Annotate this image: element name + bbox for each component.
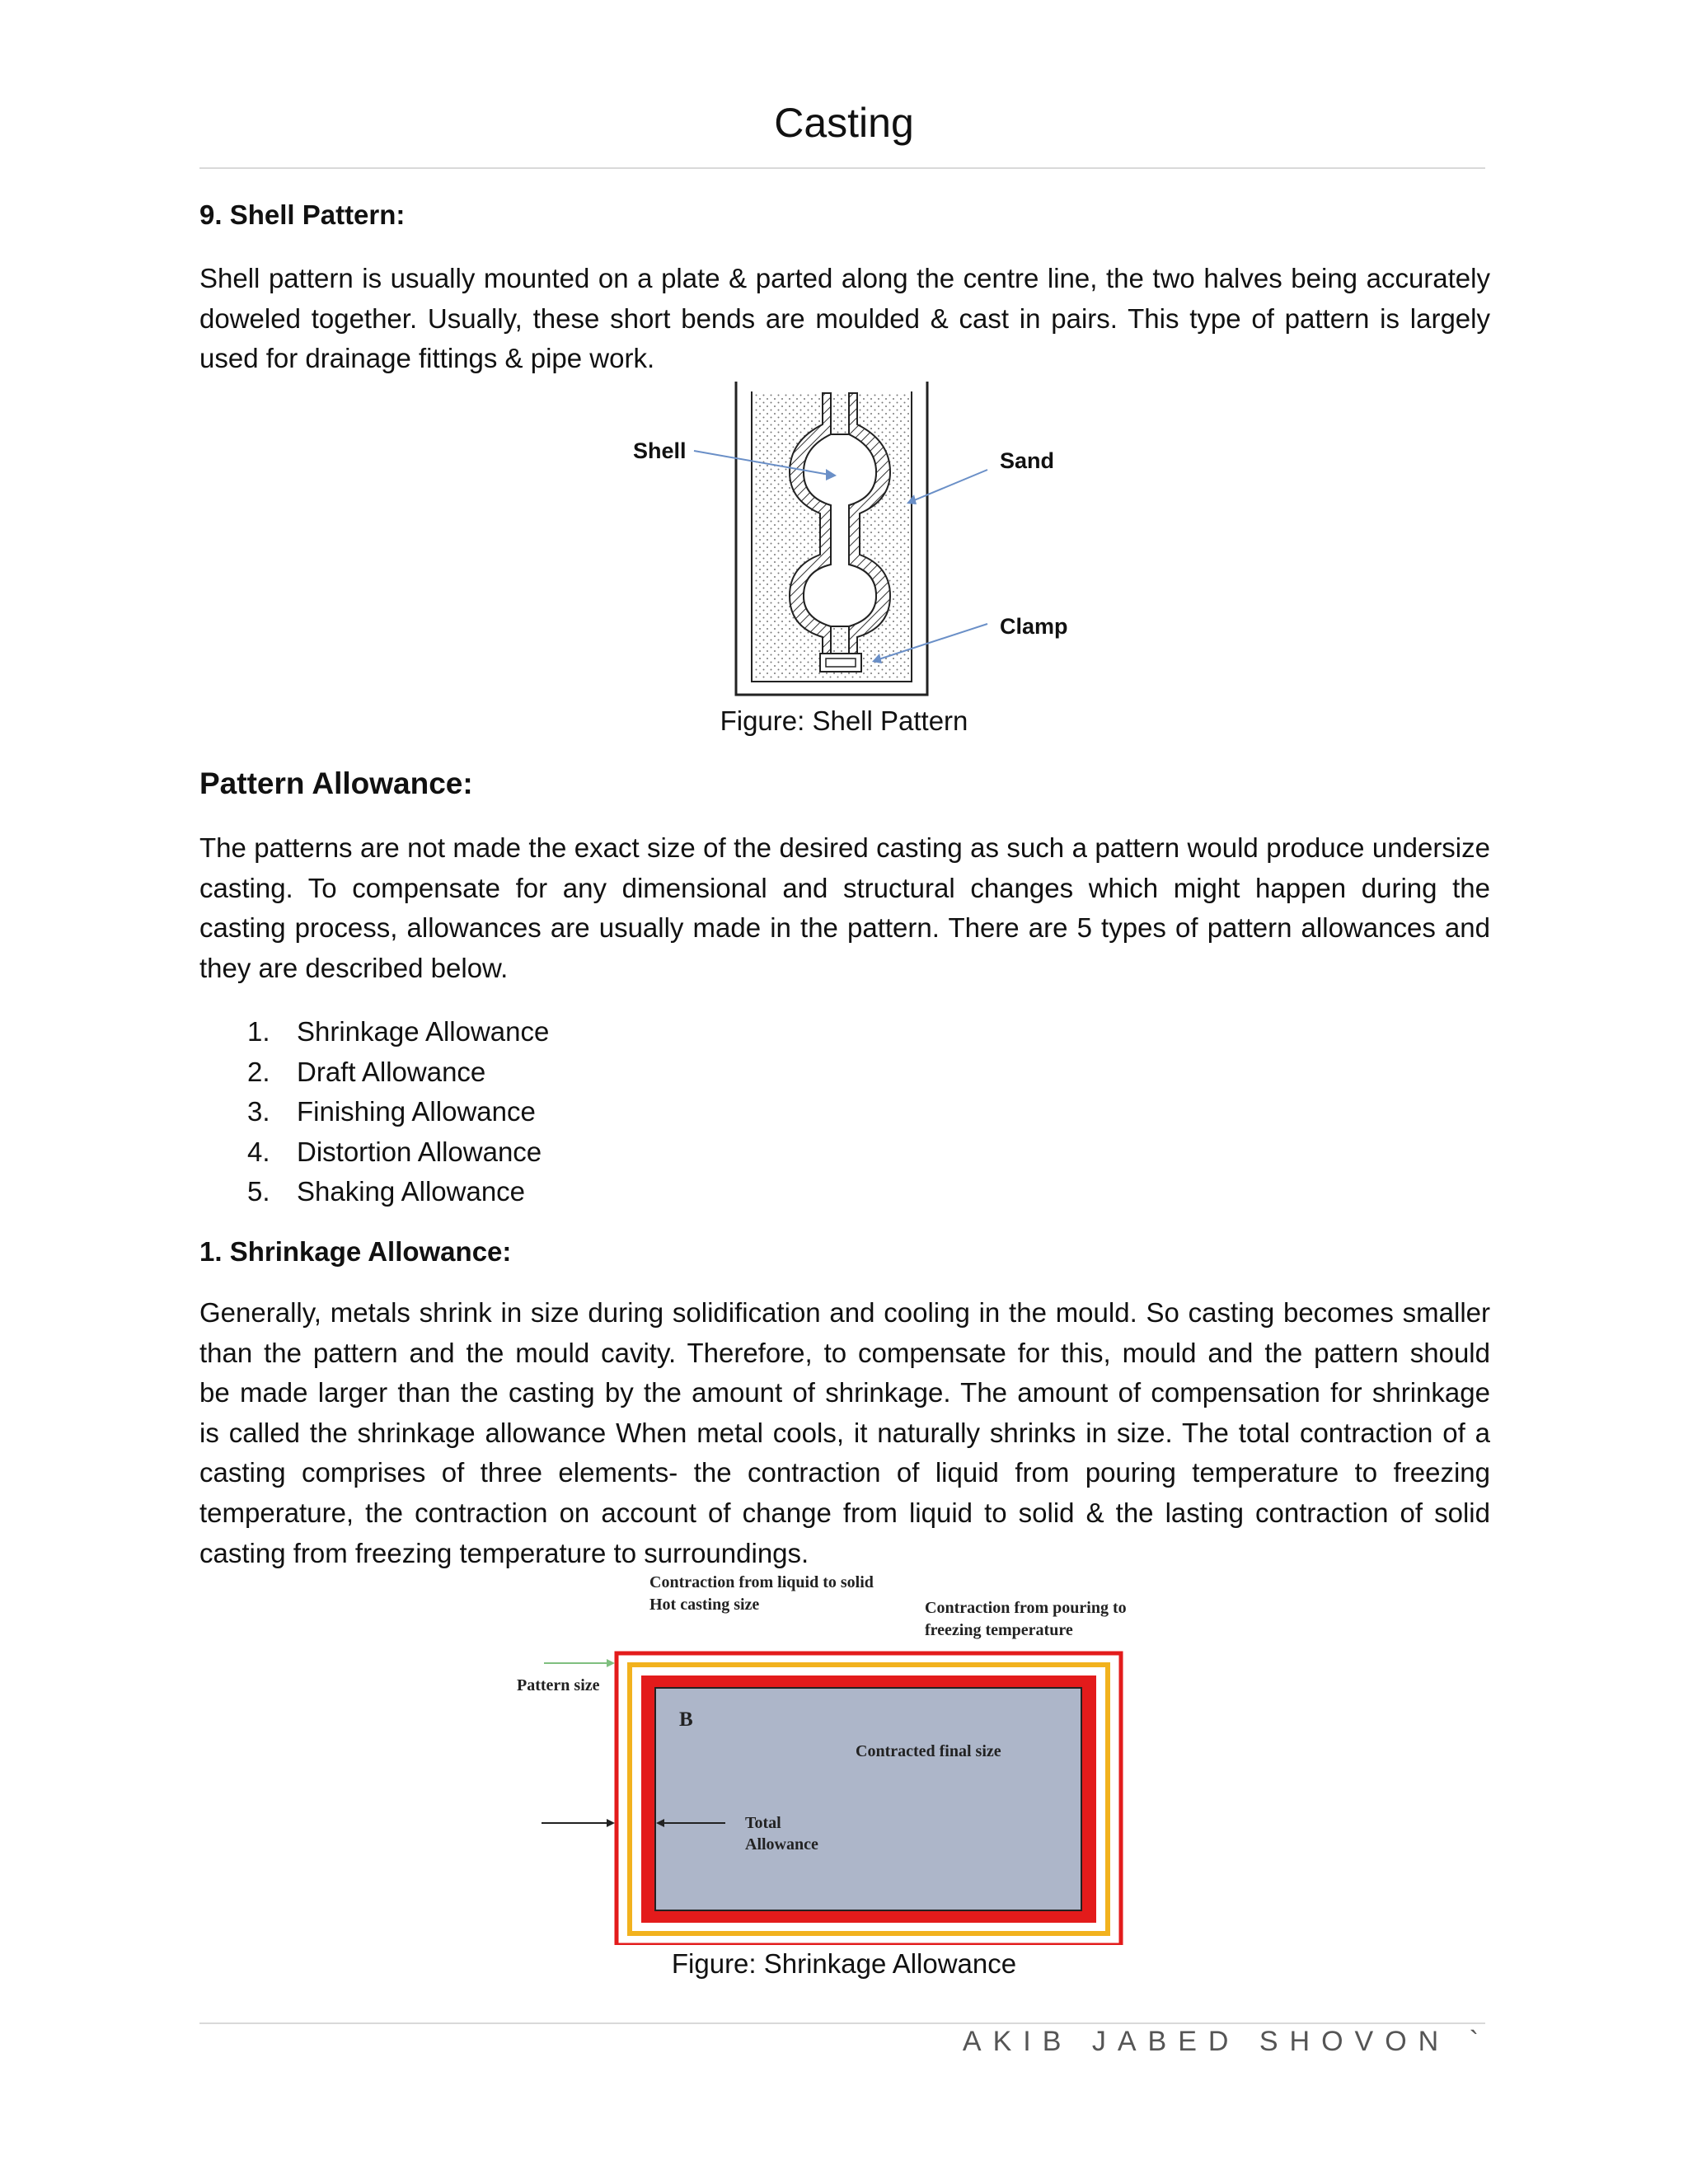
list-item: 2. Draft Allowance <box>247 1056 486 1087</box>
paragraph-line: casting process, allowances are usually made in the pattern. There are 5 types of pattern allowances and <box>199 912 1490 944</box>
shell-pattern-figure <box>610 375 1104 705</box>
footer-author: AKIB JABED SHOVON ` <box>962 2026 1490 2057</box>
paragraph-line: Generally, metals shrink in size during solidification and cooling in the mould. So casting becomes smaller <box>199 1297 1490 1328</box>
pattern-allowance-paragraph <box>199 828 1490 988</box>
shrinkage-allowance-figure <box>495 1566 1170 1945</box>
pattern-allowance-heading: Pattern Allowance: <box>199 766 473 800</box>
paragraph-line: casting comprises of three elements- the contraction of liquid from pouring temperature to freezing <box>199 1457 1490 1488</box>
footer-divider <box>199 2022 1485 2024</box>
liquid-solid-label: Contraction from liquid to solid <box>649 1573 874 1591</box>
pattern-size-arrowhead <box>607 1659 615 1667</box>
paragraph-line: is called the shrinkage allowance When metal cools, it naturally shrinks in size. The total contraction of a <box>199 1417 1490 1448</box>
total-label-line2: Allowance <box>745 1835 818 1854</box>
total-label-line1: Total <box>745 1814 781 1832</box>
b-label: B <box>679 1708 693 1731</box>
list-item: 3. Finishing Allowance <box>247 1096 536 1127</box>
shrinkage-allowance-paragraph <box>199 1293 1490 1573</box>
allowance-types-list <box>247 1012 549 1212</box>
list-item: 5. Shaking Allowance <box>247 1176 526 1207</box>
outer-arrowhead <box>607 1819 615 1827</box>
pouring-label-line2: freezing temperature <box>925 1621 1073 1639</box>
sand-leader-line <box>908 470 987 503</box>
paragraph-line: casting from freezing temperature to surroundings. <box>199 1537 809 1568</box>
paragraph-line: doweled together. Usually, these short bends are moulded & cast in pairs. This type of pattern is largely <box>199 302 1490 334</box>
shell-pattern-paragraph <box>199 259 1490 379</box>
paragraph-line: than the pattern and the mould cavity. Therefore, to compensate for this, mould and the pattern should <box>199 1337 1490 1368</box>
shell-pattern-heading: 9. Shell Pattern: <box>199 199 406 230</box>
final-size-label: Contracted final size <box>856 1742 1001 1760</box>
shell-figure-caption: Figure: Shell Pattern <box>720 705 968 736</box>
clamp-label: Clamp <box>1000 614 1068 639</box>
sand-label: Sand <box>1000 448 1055 473</box>
paragraph-line: temperature, the contraction on account of change from liquid to solid & the lasting contraction of solid <box>199 1497 1490 1528</box>
shrinkage-figure-caption: Figure: Shrinkage Allowance <box>671 1948 1017 1979</box>
clamp-inner <box>826 658 856 667</box>
shell-label: Shell <box>633 438 687 463</box>
list-item: 4. Distortion Allowance <box>247 1136 542 1167</box>
paragraph-line: be made larger than the casting by the amount of shrinkage. The amount of compensation for shrinkage <box>199 1377 1490 1408</box>
shrinkage-allowance-heading: 1. Shrinkage Allowance: <box>199 1236 512 1267</box>
pattern-size-label: Pattern size <box>517 1676 600 1694</box>
pouring-label-line1: Contraction from pouring to <box>925 1599 1127 1617</box>
contracted-final-rect <box>655 1688 1081 1910</box>
paragraph-line: casting. To compensate for any dimensional and structural changes which might happen during the <box>199 872 1490 903</box>
list-item: 1. Shrinkage Allowance <box>247 1016 550 1047</box>
hot-casting-label: Hot casting size <box>649 1596 760 1614</box>
paragraph-line: used for drainage fittings & pipe work. <box>199 343 655 374</box>
paragraph-line: they are described below. <box>199 952 509 983</box>
paragraph-line: The patterns are not made the exact size of the desired casting as such a pattern would produce undersize <box>199 832 1490 863</box>
paragraph-line: Shell pattern is usually mounted on a plate & parted along the centre line, the two halves being accurately <box>199 263 1490 293</box>
page-title: Casting <box>774 100 914 146</box>
header-divider <box>199 167 1485 169</box>
